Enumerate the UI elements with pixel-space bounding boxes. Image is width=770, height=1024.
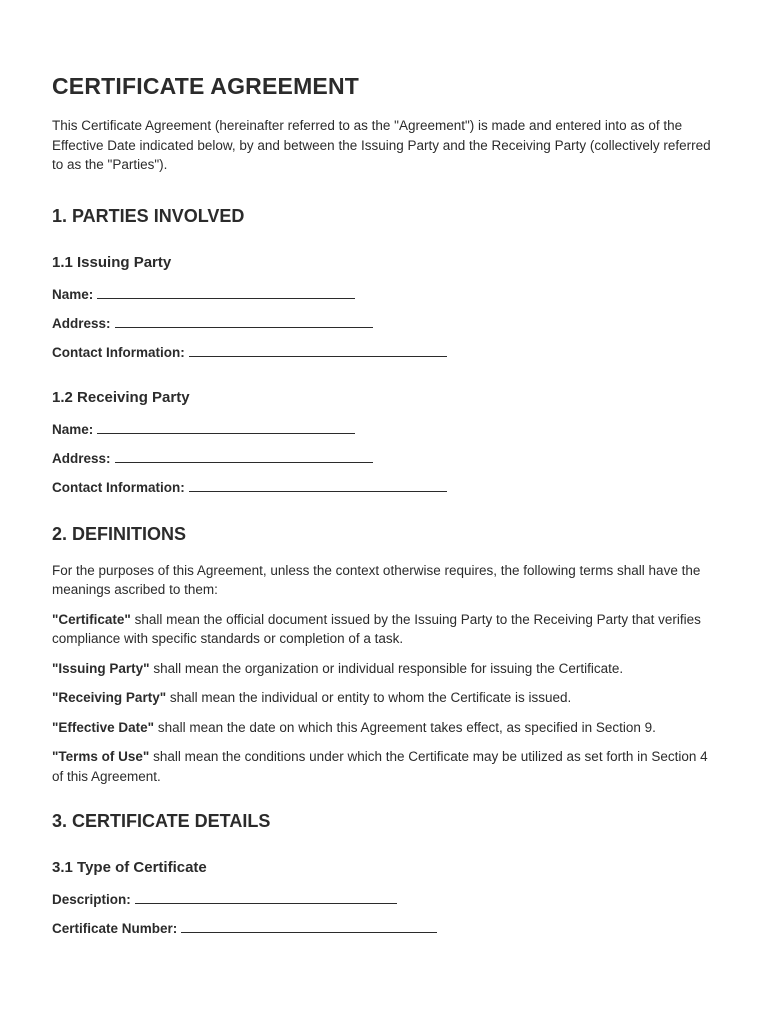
definition-terms-of-use	[52, 747, 718, 786]
field-label: Name:	[52, 286, 94, 302]
receiving-name-field	[52, 421, 718, 439]
intro-paragraph: This Certificate Agreement (hereinafter referred to as the "Agreement") is made and entered into as of the Effective Date indicated below, by and between the Issuing Party and the Receiving Party (collectively referred to as the "Parties").	[52, 118, 711, 172]
receiving-contact-field	[52, 479, 718, 497]
subheading-type-of-certificate: 3.1 Type of Certificate	[52, 859, 207, 876]
field-label: Name:	[52, 421, 94, 437]
certificate-number-blank[interactable]	[181, 920, 437, 933]
definition-receiving-party	[52, 688, 718, 708]
section-heading-definitions: 2. DEFINITIONS	[52, 523, 187, 544]
definition-term: "Certificate"	[52, 611, 131, 627]
definition-certificate	[52, 610, 718, 649]
document-title: CERTIFICATE AGREEMENT	[52, 73, 360, 99]
definition-text: shall mean the date on which this Agreement takes effect, as specified in Section 9.	[154, 719, 656, 735]
issuing-contact-blank[interactable]	[189, 344, 447, 357]
issuing-contact-field	[52, 344, 718, 362]
definition-text: shall mean the conditions under which the Certificate may be utilized as set forth in Section 4 of this Agreement.	[52, 749, 708, 784]
field-label: Certificate Number:	[52, 921, 178, 936]
receiving-contact-blank[interactable]	[189, 479, 447, 492]
field-label: Address:	[52, 450, 111, 466]
subheading-issuing-party: 1.1 Issuing Party	[52, 253, 172, 271]
subheading-receiving-party: 1.2 Receiving Party	[52, 388, 190, 406]
definition-effective-date	[52, 718, 718, 738]
definition-text: shall mean the individual or entity to whom the Certificate is issued.	[166, 690, 572, 705]
issuing-name-field	[52, 286, 718, 304]
definition-term: "Terms of Use"	[52, 749, 150, 764]
section-heading-parties: 1. PARTIES INVOLVED	[52, 205, 245, 226]
field-label: Contact Information:	[52, 479, 185, 495]
definition-text: shall mean the official document issued by the Issuing Party to the Receiving Party that verifies compliance with specific standards or completion of a task.	[52, 611, 701, 646]
definition-term: "Effective Date"	[52, 719, 155, 735]
issuing-address-field	[52, 315, 718, 333]
issuing-name-blank[interactable]	[97, 286, 355, 299]
section-heading-certificate-details: 3. CERTIFICATE DETAILS	[52, 811, 271, 831]
definition-text: shall mean the organization or individual responsible for issuing the Certificate.	[149, 660, 624, 676]
description-blank[interactable]	[135, 891, 397, 904]
field-label: Contact Information:	[52, 344, 185, 360]
receiving-address-blank[interactable]	[115, 450, 373, 463]
definition-term: "Issuing Party"	[52, 660, 150, 676]
definition-issuing-party	[52, 659, 718, 679]
field-label: Address:	[52, 315, 111, 331]
definition-term: "Receiving Party"	[52, 690, 167, 705]
description-field	[52, 891, 718, 909]
field-label: Description:	[52, 892, 131, 907]
receiving-name-blank[interactable]	[97, 421, 355, 434]
issuing-address-blank[interactable]	[115, 315, 373, 328]
definitions-intro: For the purposes of this Agreement, unless the context otherwise requires, the following terms shall have the meanings ascribed to them:	[52, 562, 701, 597]
receiving-address-field	[52, 450, 718, 468]
certificate-number-field	[52, 920, 718, 938]
